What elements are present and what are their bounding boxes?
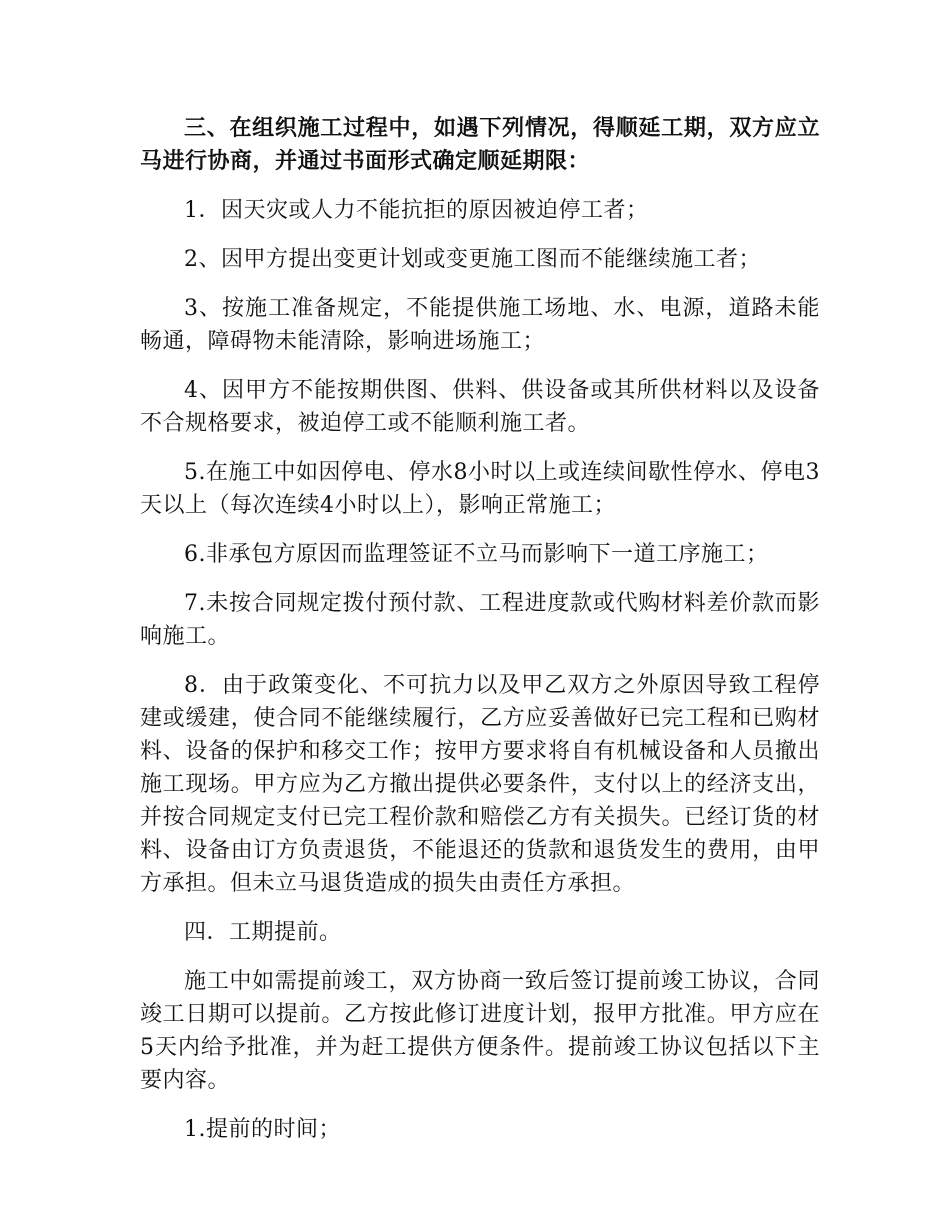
section-four-title: 四．工期提前。 [184,920,342,945]
list-item-1: 1.提前的时间； [184,1117,341,1142]
paragraph-3: 3、按施工准备规定，不能提供施工场地、水、电源，道路未能畅通，障碍物未能清除，影响进场施工； [140,296,820,354]
paragraph-1: 1．因天灾或人力不能抗拒的原因被迫停工者； [184,198,649,223]
paragraph-5: 5.在施工中如因停电、停水8小时以上或连续间歇性停水、停电3天以上（每次连续4小时以上），影响正常施工； [140,460,820,518]
paragraph-7: 7.未按合同规定拨付预付款、工程进度款或代购材料差价款而影响施工。 [140,591,820,649]
section-heading: 三、在组织施工过程中，如遇下列情况，得顺延工期，双方应立马进行协商，并通过书面形式确定顺延期限： [140,116,820,174]
paragraph-8: 8．由于政策变化、不可抗力以及甲乙双方之外原因导致工程停建或缓建，使合同不能继续履行，乙方应妥善做好已完工程和已购材料、设备的保护和移交工作；按甲方要求将自有机械设备和人员撤出施工现场。甲方应为乙方撤出提供必要条件，支付以上的经济支出，并按合同规定支付已完工程价款和赔偿乙方有关损失。已经订货的材料、设备由订方负责退货，不能退还的货款和退货发生的费用，由甲方承担。但未立马退货造成的损失由责任方承担。 [140,673,820,896]
paragraph-6: 6.非承包方原因而监理签证不立马而影响下一道工序施工； [184,542,769,567]
document-page [140,112,820,1162]
paragraph-2: 2、因甲方提出变更计划或变更施工图而不能继续施工者； [184,247,761,272]
paragraph-4: 4、因甲方不能按期供图、供料、供设备或其所供材料以及设备不合规格要求，被迫停工或不能顺利施工者。 [140,378,820,436]
paragraph-early-completion: 施工中如需提前竣工，双方协商一致后签订提前竣工协议，合同竣工日期可以提前。乙方按此修订进度计划，报甲方批准。甲方应在5天内给予批准，并为赶工提供方便条件。提前竣工协议包括以下主要内容。 [140,969,820,1093]
